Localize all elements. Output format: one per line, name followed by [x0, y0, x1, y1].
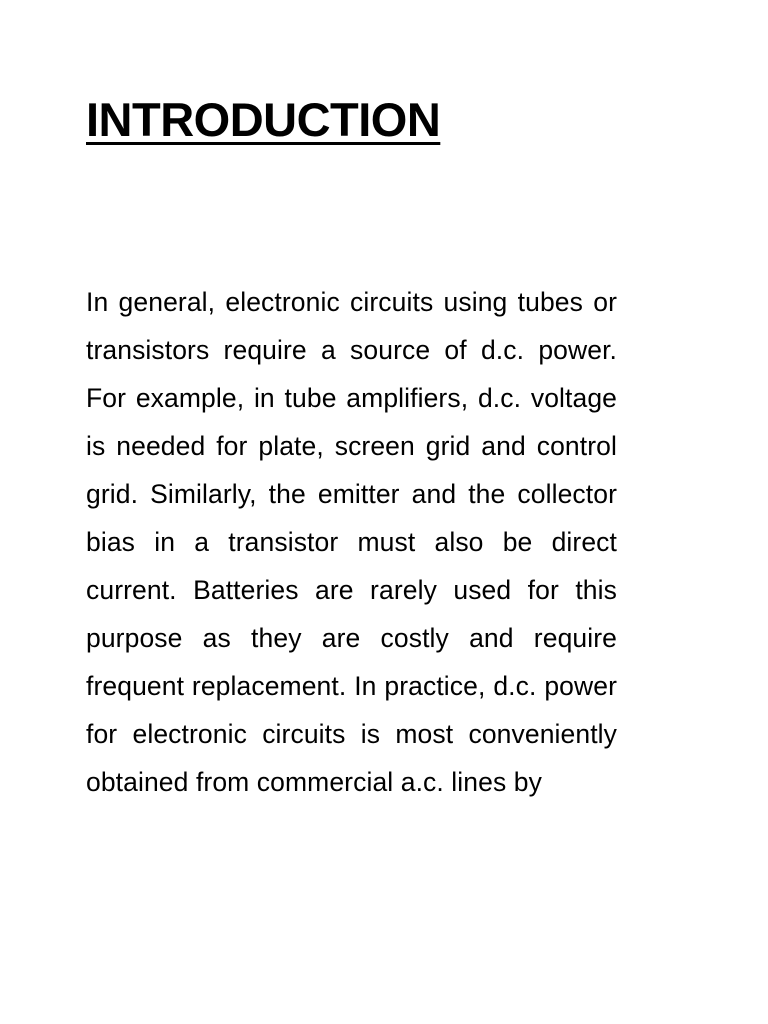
introduction-paragraph: In general, electronic circuits using tubes or transistors require a source of d.c. power. For example, in tube amplifiers, d.c. voltage is needed for plate, screen grid and control grid. Similarly, the emitter and the collector bias in a transistor must also be direct current. Batteries are rarely used for this purpose as they are costly and require frequent replacement. In practice, d.c. power for electronic circuits is most conveniently obtained from commercial a.c. lines by	[86, 287, 617, 797]
page-title: INTRODUCTION	[86, 93, 441, 146]
